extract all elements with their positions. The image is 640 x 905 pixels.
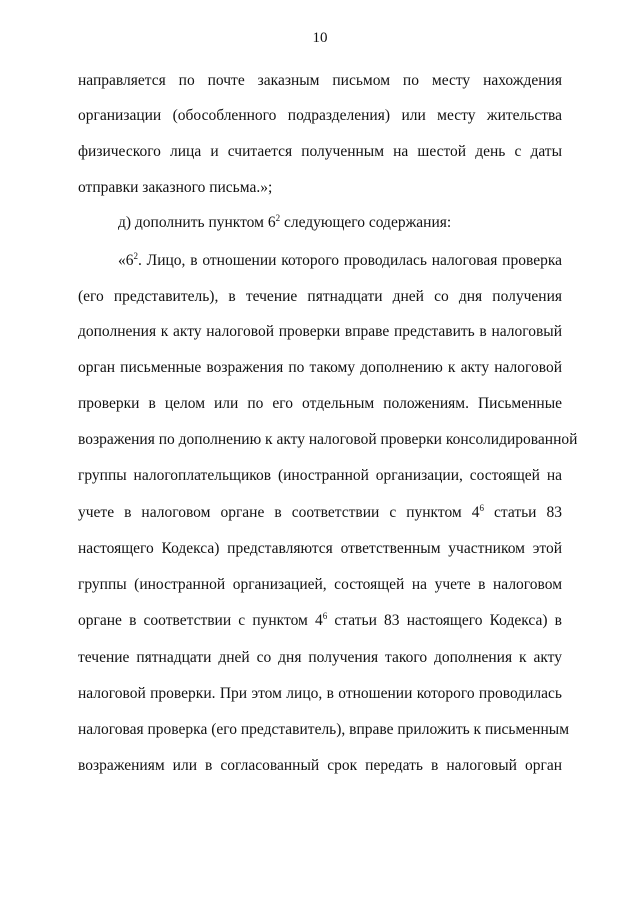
text-line: «$6^2$. Лицо, в отношении которого проводилась налоговая проверка: [118, 251, 562, 269]
text-line: органе в соответствии с пунктом $4^6$ статьи 83 настоящего Кодекса) в: [78, 611, 562, 629]
text-line: направляется по почте заказным письмом по месту нахождения: [78, 72, 562, 89]
superscript: 2: [275, 213, 281, 223]
text-line: настоящего Кодекса) представляются ответственным участником этой: [78, 540, 562, 557]
text-line: налоговой проверки. При этом лицо, в отношении которого проводилась: [78, 685, 562, 702]
page-number: 10: [312, 30, 328, 46]
text-line: возражения по дополнению к акту налоговой проверки консолидированной: [78, 431, 578, 448]
text-line: организации (обособленного подразделения) или месту жительства: [78, 107, 562, 124]
text-line: д) дополнить пунктом $6^2$ следующего содержания:: [118, 213, 452, 231]
text-line: (его представитель), в течение пятнадцати дней со дня получения: [78, 288, 562, 305]
text-line: физического лица и считается полученным на шестой день с даты: [78, 143, 562, 160]
superscript: 2: [133, 251, 138, 261]
text-line: налоговая проверка (его представитель), вправе приложить к письменным: [78, 721, 569, 738]
text-line: проверки в целом или по его отдельным положениям. Письменные: [78, 395, 562, 412]
text-line: учете в налоговом органе в соответствии с пунктом $4^6$ статьи 83: [78, 503, 562, 521]
text-line: отправки заказного письма.»;: [78, 179, 273, 196]
text-line: течение пятнадцати дней со дня получения такого дополнения к акту: [78, 649, 562, 666]
superscript: 6: [479, 503, 484, 513]
text-line: орган письменные возражения по такому дополнению к акту налоговой: [78, 359, 562, 376]
text-line: дополнения к акту налоговой проверки вправе представить в налоговый: [78, 323, 562, 340]
superscript: 6: [322, 611, 328, 621]
text-line: группы налогоплательщиков (иностранной организации, состоящей на: [78, 467, 562, 484]
text-line: группы (иностранной организацией, состоящей на учете в налоговом: [78, 576, 562, 593]
text-line: возражениям или в согласованный срок передать в налоговый орган: [78, 757, 562, 774]
